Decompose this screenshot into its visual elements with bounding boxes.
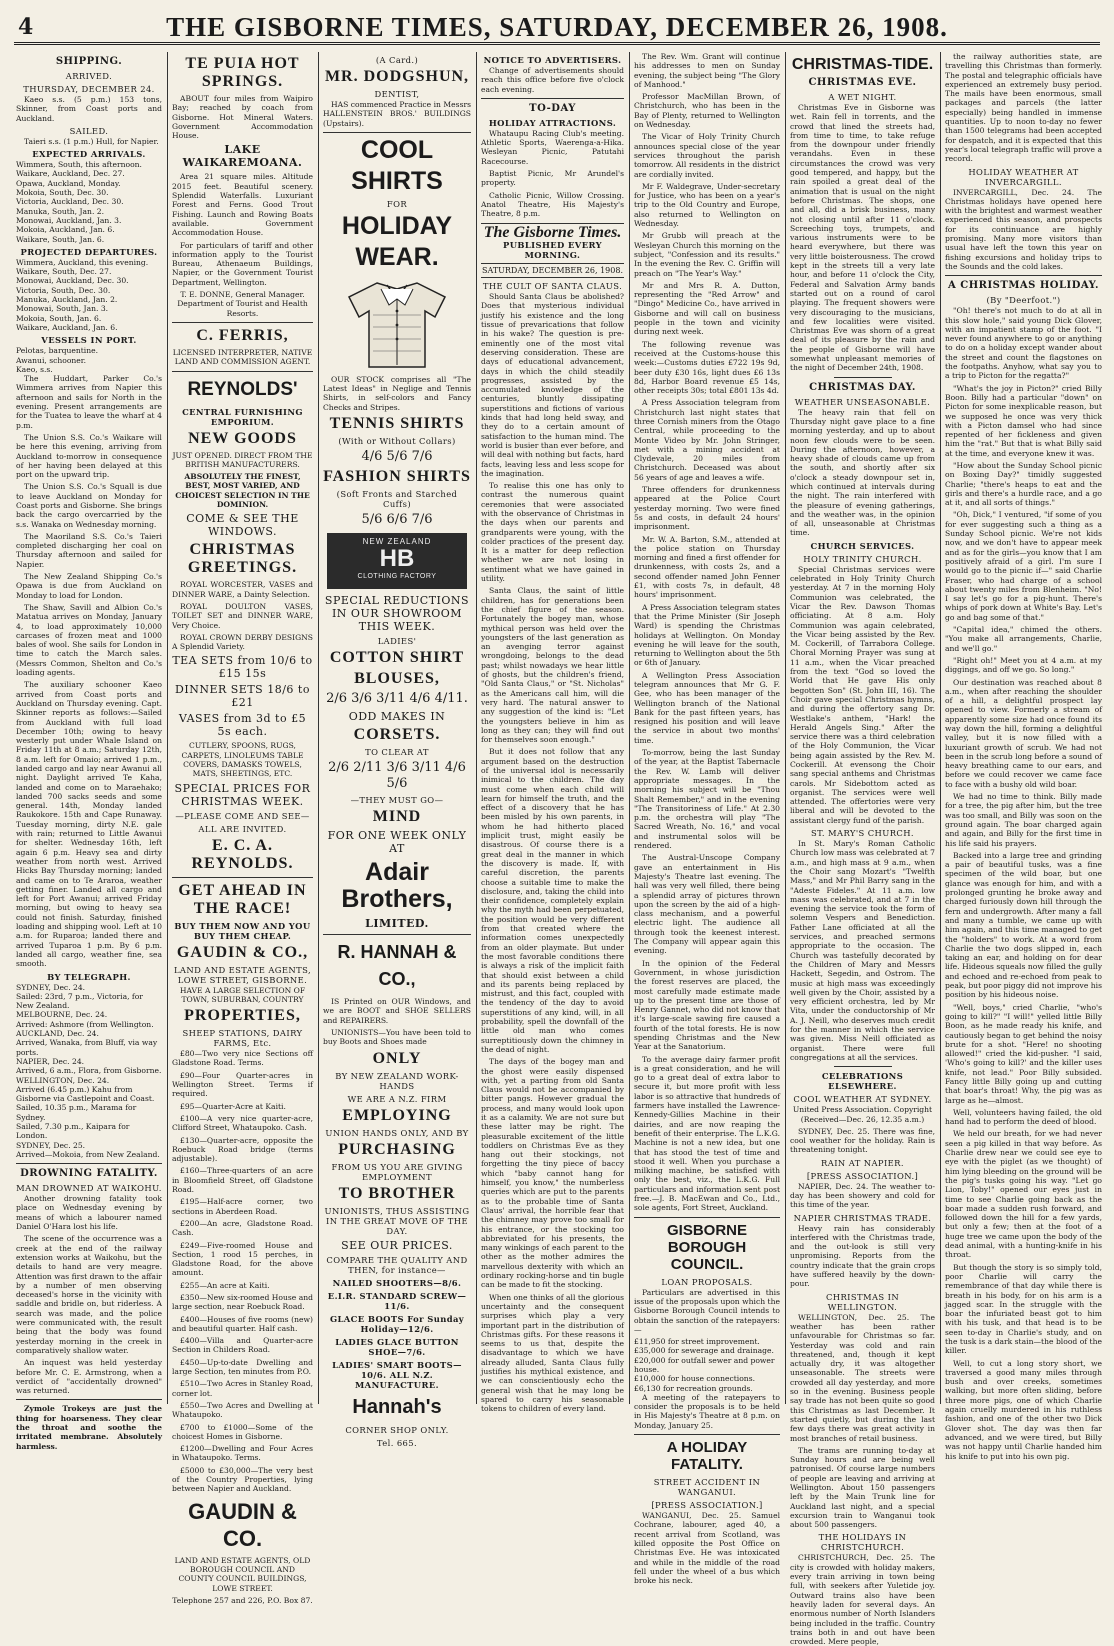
byline: (By "Deerfoot.") xyxy=(986,295,1061,306)
paragraph: The Austral-Unscope Company gave an entertainment in His Majesty's Theatre last evening. The hall was very well filled, there being a splendid array of pictures thrown upon the screen by the aid of a high-class mechanism, and a powerful electric light. The audience all through took the keenest interest. The Company will appear again this evening. xyxy=(634,853,780,956)
paragraph: When one thinks of all the glorious uncertainty and the consequent surprises which play a very important part in the distribution of Christmas gifts. For these reasons it seems to us that, despite the disadvantage to which we have already alluded, Santa Claus fully justifies his mythical existence, and we can conscientiously echo the general wish that he may long be spared to carry his seasonable tokens to children of every land. xyxy=(481,1292,624,1414)
masthead xyxy=(14,10,1100,45)
column-rule xyxy=(785,52,786,1404)
advert-line: SPECIAL PRICES FOR CHRISTMAS WEEK. xyxy=(174,781,311,808)
divider xyxy=(834,1066,892,1067)
listing: £510—Two Acres in Stanley Road, corner lot. xyxy=(172,1379,313,1398)
advert-line: ODD MAKES IN xyxy=(348,710,446,724)
column-christmas xyxy=(790,52,935,1646)
advert-heading: PROPERTIES, xyxy=(184,1007,301,1025)
paragraph: The Maoriland S.S. Co.'s Taieri completed discharging her coal on Thursday afternoon and sailed for Napier. xyxy=(16,531,162,569)
paragraph: But it does not follow that any argument based on the destruction of the universal idol is necessarily inimical to the children. The day must come when each child will learn for himself the truth, and the effect of a discovery that he has been misled by his own parents, in whom he had hitherto placed implicit trust, might easily be disastrous. Of course there is a great deal in the manner in which the discovery is made. If, with careful discretion, the parents choose a suitable time to make the disclosure, and, taking the child into their confidence, completely explain why the myth had been perpetuated, the position would be very different from that created where the information comes unexpectedly from an older playmate. But under the most favorable conditions there is always a risk of the implicit faith that should exist between a child and its parents being replaced by mistrust, and this fact, coupled with the tendency of the day to avoid superstitions of any kind, will, in all probability, spell the downfall of the little old man who comes surreptitiously down the chimney in the dead of night. xyxy=(481,747,624,1054)
paragraph: Heavy rain has considerably interfered with the Christmas trade, and the out-look is still very unpromising. Reports from the country indicate that the grain crops have suffered heavily by the down-pour. xyxy=(790,1223,935,1289)
price-line: VASES from 3d to £5 5s each. xyxy=(178,712,307,739)
list-item: Waikare, Auckland, Dec. 27. xyxy=(16,169,125,179)
listing: £450—Up-to-date Dwelling and large Section, ten minutes from P.O. xyxy=(172,1357,313,1377)
article-title: CHRISTMAS-TIDE. xyxy=(791,56,934,73)
list-item: Monowai, Auckland, Dec. 30. xyxy=(16,276,129,286)
divider xyxy=(172,322,313,323)
list xyxy=(16,346,162,374)
paragraph: UNIONISTS—You have been told to buy Boots and Shoes made xyxy=(323,1027,471,1047)
list-item: Wimmera, South, this afternoon. xyxy=(16,160,142,170)
paragraph: CUTLERY, SPOONS, RUGS, CARPETS, LINOLEUMS TABLE COVERS, DAMASKS TOWELS, MATS, SHEETINGS, ETC. xyxy=(181,741,304,779)
advert-heading: TENNIS SHIRTS xyxy=(329,415,465,433)
paragraph: In the opinion of the Federal Government, in whose jurisdiction the forest reserves are placed, the most carefully made estimate made up to the present time are those of Henry Gannet, who did not know that it's large-scale sawing fire caused a fourth of the total forests. He is now spending Christmas and the New Year at the Sanatorium. xyxy=(634,958,780,1052)
column-rule xyxy=(940,52,941,1404)
listing: £255—An acre at Kaiti. xyxy=(180,1280,270,1290)
paragraph: Catholic Picnic, Willow Crossing. Anatol Theatre, His Majesty's Theatre, 8 p.m. xyxy=(481,190,624,219)
advert-subheading: (Soft Fronts and Starched Cuffs) xyxy=(336,489,458,510)
list-item: Arrived, 6 a.m., Flora, from Gisborne. xyxy=(16,1066,162,1076)
section-heading: NOTICE TO ADVERTISERS. xyxy=(483,55,622,65)
subheading: HOLIDAY WEATHER AT INVERCARGILL. xyxy=(968,166,1079,187)
article-subtitle: STREET ACCIDENT IN WANGANUI. xyxy=(653,1477,761,1498)
divider xyxy=(945,275,1102,276)
list-item: Manuka, Auckland, Jan. 2. xyxy=(16,295,118,305)
paragraph: The auxiliary schooner Kaeo arrived from Coast ports and Auckland on Thursday evening. Capt. Skinner reports as follows:—Sailed from Auckland with full load December 10th; owing to heavy westerly put under Whale Island on Friday 11th at 8 a.m.; Saturday 12th, 8 a.m. left for Omaio; arrived 1 p.m., landed cargo and lay near Awanui all night. Daylight arrived Te Kaha, landed and come on to Maraehako; landed 700 sacks seeds and some general. 14th, Monday landed Raukokore. 15th and Cape Runaway. Tuesday morning, dirty N.E. gale with rain; returned to Little Awanui for shelter. Wednesday 16th, left again 6 p.m. Heavy sea and dirty weather from north west. Arrived Hicks Bay Thursday morning; landed and came on to Te Araroa, weather getting finer. Landed all cargo and left for Port Awanui; arrived Friday morning, but owing to heavy sea could not finish. Saturday, finished loading and shipping wool. Left at 10 a.m. for Ruparoa; landed there and arrived Tuparoa 1 p.m. By 6 p.m. landed all cargo, weather fine, sea smooth. xyxy=(16,680,162,969)
advert-text: Zymole Trokeys are just the thing for hoarseness. They clear the throat and soothe the irritated membrane. Absolutely harmless. xyxy=(16,1404,162,1451)
dateline: THURSDAY, DECEMBER 24. xyxy=(23,84,155,94)
advert-line: UNIONISTS, THUS ASSISTING IN THE GREAT MOVE OF THE DAY. xyxy=(324,1205,470,1236)
column-rule xyxy=(318,52,319,1404)
paragraph: The Union S.S. Co.'s Squall is due to leave Auckland on Monday for Coast ports and Gisborne. She brings back the cargo overcarried by the s.s. Wanaka on Wednesday morning. xyxy=(16,482,162,529)
paragraph: The Vicar of Holy Trinity Church announces special close of the year services throughout the parish tomorrow. All residents in the district are cordially invited. xyxy=(634,132,780,179)
advert-line: LIMITED. xyxy=(365,917,429,931)
paragraph: For particulars of tariff and other information apply to the Tourist Bureau, Athenaeum Buildings, Napier, or the Government Tourist Department, Wellington. xyxy=(172,240,313,287)
subheading: CHRISTMAS IN WELLINGTON. xyxy=(825,1291,900,1312)
advert-heading: E. C. A. REYNOLDS. xyxy=(191,836,294,872)
divider xyxy=(634,1217,780,1218)
listing: £550—Two Acres and Dwelling at Whataupoko. xyxy=(172,1400,313,1420)
paragraph: Well, volunteers having failed, the old hand had to perform the deed of blood. xyxy=(945,1107,1102,1127)
paragraph: Santa Claus, the saint of little children, has for generations been the chief figure of the season. Fortunately the bogey man, whose mythical person was held over the youngsters of the last generation as an avenging terror against wrongdoing, belongs to the dead past; whilst nowadays we hear little of ghosts, but the children's friend, "Old Santa Claus," or "St. Nicholas" as the Americans call him, will die very hard. The natural answer to any suggestion of the kind is: "Let the youngsters believe in him as long as they can; they will find out for themselves soon enough." xyxy=(481,586,624,745)
advert-heading: TO BROTHER xyxy=(338,1184,456,1202)
subheading: EXPECTED ARRIVALS. xyxy=(32,149,146,160)
list-item: Monowai, Auckland, Jan. 3. xyxy=(16,215,122,225)
paragraph: Mr and Mrs R. A. Dutton, representing the "Red Arrow" and "Dingo" Medicine Co., have arrived in Gisborne and will call on business people in the town and vicinity during next week. xyxy=(634,280,780,337)
paragraph: "Capital idea," chimed the others. "You make all arrangements, Charlie, and we'll go." xyxy=(945,625,1102,653)
price-line: LADIES' SMART BOOTS—10/6. ALL N.Z. MANUFACTURE. xyxy=(332,1359,462,1390)
advert-heading: Hannah's xyxy=(352,1395,442,1418)
paragraph: Mr Grubb will preach at the Wesleyan Church this morning on the subject, "Confession and its results." In the evening the Rev. C. Griffin will preach on "The Year's Way." xyxy=(634,231,780,278)
list-item: £11,950 for street improvement. xyxy=(634,1337,760,1347)
advert-heading: C. FERRIS, xyxy=(196,326,289,344)
clothing-factory-logo xyxy=(327,533,467,589)
advert-subheading: (With or Without Collars) xyxy=(338,436,456,447)
advert-subheading: LAND AND ESTATE AGENTS, LOWE STREET, GISBORNE. xyxy=(173,964,312,985)
paragraph: "Oh, Dick," I ventured, "if some of you for ever suggesting such a thing as a Sunday School picnic. We're not kids now, and we don't have to appear meek and as for the girls—you know that I am positively afraid of a girl. I'm sure I would go to the picnic if—" said Charlie Fraser, who had charge of a school about twenty miles from Blenheim. "No! I say let's go for a pig-hunt. There's whips of pork down at White's Bay. Let's go and bag some of that." xyxy=(945,510,1102,622)
list-item: WELLINGTON, Dec. 24. xyxy=(16,1075,110,1085)
subheading: THE HOLIDAYS IN CHRISTCHURCH. xyxy=(818,1532,907,1553)
advert-line: FOR xyxy=(386,198,408,209)
advert-line: Tel. 665. xyxy=(376,1437,418,1448)
list-item: Wimmera, Auckland, this evening. xyxy=(16,257,149,267)
list-item: SYDNEY, Dec. 25. xyxy=(16,1140,86,1150)
paragraph: Kaeo s.s. (5 p.m.) 153 tons, Skinner, from Coast ports and Auckland. xyxy=(16,95,162,123)
list-item: Arrived, Wanaka, from Bluff, via way ports. xyxy=(16,1038,158,1057)
advert-heading: Adair Brothers, xyxy=(341,858,453,914)
paragraph: the railway authorities state, are travelling this Christmas than formerly. The postal and telegraphic officials have experienced an extremely busy period. The mails have been enormous, small packages and parcels (the latter especially) being handled in immense quantities. Up to noon to-day no fewer than 1500 telegrams had been accepted for despatch, and it is expected that this year's local telegraph traffic will prove a record. xyxy=(945,52,1102,164)
list-item: Arrived (6.45 p.m.) Kahu from Gisborne via Castlepoint and Coast. xyxy=(16,1084,155,1104)
paragraph: The Huddart, Parker Co.'s Wimmera arrives from Napier this afternoon and sails for North in the evening. Present arrangements are for the Tuatea to leave the wharf at 4 p.m. xyxy=(16,374,162,430)
advert-subheading: SHEEP STATIONS, DAIRY FARMS, Etc. xyxy=(182,1028,303,1049)
subheading: PUBLISHED EVERY MORNING. xyxy=(503,239,602,260)
advert-heading: GAUDIN & CO., xyxy=(176,943,309,961)
advert-line: BY NEW ZEALAND WORK-HANDS xyxy=(335,1070,459,1091)
paragraph: To the average dairy farmer profit is a great consideration, and he will go to a great deal of extra labor to secure it, but more profit with less labor is so attractive that hundreds of farmers have installed the Lawrence-Kennedy-Gillies Machine in their dairies, and are now reaping the benefit of their enterprise. The L.K.G. Machine is not a new idea, but one that has stood the test of time and stood it well. When you purchase a milking machine, be satisfied with only the best, viz., the L.K.G. Full particulars and information sent post free.—J. B. MacEwan and Co., Ltd., sole agents, Fort Street, Auckland. xyxy=(634,1054,780,1213)
list-item: Sailed: 23rd, 7 p.m., Victoria, for New Zealand. xyxy=(16,991,143,1011)
paragraph: ROYAL DOULTON VASES, TOILET SET and DINNER WARE, Very Choice. xyxy=(172,601,313,630)
paragraph: Telephone 257 and 226, P.O. Box 87. xyxy=(172,1595,313,1605)
list-item: Arrived: Ashmore (from Wellington. xyxy=(16,1019,154,1029)
advert-heading: WEAR. xyxy=(355,242,439,271)
advert-heading: LAKE WAIKAREMOANA. xyxy=(182,143,303,170)
paragraph: "Right oh!" Meet you at 4 a.m. at my diggings, and off we go. So long." xyxy=(945,655,1102,675)
listing: £130—Quarter-acre, opposite the Roebuck Road bridge (terms adjustable). xyxy=(172,1135,313,1164)
paragraph: The trams are running to-day at Sunday hours and are being well patronised. Of course large numbers of people are leaving and arriving at Wellington. About 150 passengers left by the Main Trunk line for Auckland last night, and a special excursion train to Wanganui took about 500 passengers. xyxy=(790,1445,935,1530)
newspaper-title: THE GISBORNE TIMES, SATURDAY, DECEMBER 26, 1908. xyxy=(166,12,948,42)
list-item: NAPIER, Dec. 24. xyxy=(16,1056,85,1066)
listing: £1200—Dwelling and Four Acres in Whataupoko. Terms. xyxy=(172,1444,313,1463)
paragraph: An inquest was held yesterday before Mr. C. E. Armstrong, when a verdict of "accidentally drowned" was returned. xyxy=(16,1358,162,1396)
list-item: Opawa, Auckland, Monday. xyxy=(16,178,121,188)
listing: £249—Five-roomed House and Section, 1 rood 15 perches, in Gladstone Road, for the above amount. xyxy=(172,1240,313,1278)
section-heading: TO-DAY xyxy=(529,102,576,114)
paragraph: "How about the Sunday School picnic on Boxing Day?" timidly suggested Charlie; "there's heaps to eat and the girls and there's a hurdle race, and a go at it, and all sorts of things." xyxy=(945,460,1102,508)
press-credit: [PRESS ASSOCIATION.] xyxy=(806,1170,919,1181)
paragraph: In St. Mary's Roman Catholic Church low mass was celebrated at 7 a.m., and high mass at 9 a.m., when the Choir sang Mozart's "Twelfth Mass," and Mr Phil Barry sang in the "Adeste Fideles." At 11 a.m. low mass was celebrated, and at 7 in the evening the service took the form of solemn Vespers and Benediction. Father Lane officiated at all the services, and preached sermons appropriate to the occasion. The Church was tastefully decorated by the Children of Mary and Messrs Hackett, Segedin, and Ostrom. The music at high mass was exceedingly well given by the Choir, assisted by a very efficient orchestra, led by Mr Vita, under the conductorship of Mr A. J. Neill, who deserves much credit for the manner in which the service was given. Miss Neill officiated as organist. There were full congregations at all the services. xyxy=(790,839,935,1062)
divider xyxy=(481,98,624,99)
paragraph: Should Santa Claus be abolished? Does that mysterious individual justify his existence and the long tissue of prevarications that follow in his wake? The question is pre-eminently one of the most vital deserving consideration. These are days of educational advancement, days in which the child steadily progresses, assisted by the accumulated knowledge of the centuries, bluntly dissipating superstitions and fictions of various kinds that had long held sway, and they do to a certain amount of satisfaction to the human mind. The world is busier than ever before, and will deal with nothing but facts, hard facts, leaving less and less scope for the imagination. xyxy=(481,292,624,478)
advert-heading: COTTON SHIRT xyxy=(329,649,465,667)
advert-line: COME & SEE THE WINDOWS. xyxy=(186,512,299,539)
listing: £95—Quarter-Acre at Kaiti. xyxy=(180,1101,286,1111)
paragraph: Change of advertisements should reach this office before five o'clock each evening. xyxy=(481,66,624,94)
advert-line: CORNER SHOP ONLY. xyxy=(345,1424,449,1435)
paragraph: Taieri s.s. (1 p.m.) Hull, for Napier. xyxy=(24,136,159,146)
paragraph: "What's the joy in Picton?" cried Billy Boon. Billy had a particular "down" on Picton for some inexplicable reason, but we supposed he once was very thick with a Picton damsel who had since repented of her fickleness and given him the "rat." But that is what Billy said at the time, and everyone knew it was. xyxy=(945,383,1102,458)
advert-heading: SHIRTS xyxy=(351,166,443,195)
list-item: £35,000 for sewerage and drainage. xyxy=(634,1346,774,1356)
advert-heading: BLOUSES, xyxy=(354,670,440,688)
list-item: Arrived—Mokoia, from New Zealand. xyxy=(16,1149,160,1159)
paragraph: To-morrow, being the last Sunday of the year, at the Baptist Tabernacle the Rev. W. Lamb will deliver appropriate messages. In the morning his subject will be "Thou Shalt Remember," and in the evening "The Transitoriness of Life." At 2.30 p.m. the orchestra will play "The Sacred Wreath, No. 16," and vocal and instrumental solos will be rendered. xyxy=(634,748,780,851)
advert-heading: CORSETS. xyxy=(353,726,441,744)
paragraph: IS Printed on OUR Windows, and we are BOOT and SHOE SELLERS and REPAIRERS. xyxy=(323,997,471,1025)
paragraph: The Rev. Wm. Grant will continue his addresses to men on Sunday evening, the subject being "The Glory of Manhood." xyxy=(634,52,780,89)
advert-heading: NEW GOODS xyxy=(188,429,297,447)
list-item: Waikare, South, Jan. 6. xyxy=(16,234,105,244)
paragraph: ABOUT four miles from Waipiro Bay; reached by coach from Gisborne. Hot Mineral Waters. Government Accommodation House. xyxy=(172,94,313,141)
paragraph: Particulars are advertised in this issue of the proposals upon which the Gisborne Borough Council intends to obtain the sanction of the ratepayers:— xyxy=(634,1287,780,1334)
paragraph: Professor MacMillan Brown, of Christchurch, who has been in the Bay of Plenty, returned to Wellington on Wednesday. xyxy=(634,92,780,130)
advert-line: FROM US YOU ARE GIVING EMPLOYMENT xyxy=(331,1161,463,1182)
listing: £350—New six-roomed House and large section, near Roebuck Road. xyxy=(172,1293,313,1312)
advert-line: COMPARE THE QUALITY AND THEN, for instance— xyxy=(326,1254,468,1275)
column-rule xyxy=(167,52,168,1404)
article-subtitle: LOAN PROPOSALS. xyxy=(661,1276,753,1287)
paragraph: LICENSED INTERPRETER, NATIVE LAND AND COMMISSION AGENT. xyxy=(172,347,313,367)
article-subtitle: MAN DROWNED AT WAIKOHU. xyxy=(16,1183,162,1194)
section-heading: SHIPPING. xyxy=(55,56,123,67)
price-line: 2/6 3/6 3/11 4/6 4/11. xyxy=(326,691,468,707)
article-title: GISBORNE BOROUGH COUNCIL. xyxy=(666,1221,747,1273)
advert-heading: ONLY xyxy=(372,1049,422,1067)
subheading: ARRIVED. xyxy=(65,71,113,81)
list-item: £20,000 for outfall sewer and power house. xyxy=(634,1355,775,1374)
advert-heading: REYNOLDS' xyxy=(187,378,298,400)
price-line: TEA SETS from 10/6 to £15 15s xyxy=(172,654,313,681)
paragraph: "Well, boys," cried Charlie, "who's going to kill?" "I will!" yelled little Billy Boon, as he made ready his knife, and cautiously began to get behind the noisy brute for a shot. "Here! no shooting allowed!" cried the kid-pusher. "I said, 'Who's going to kill?' and the killer uses knife, not lead." Poor Billy subsided. Fancy little Billy going up and cutting that boar's throat! Why, the pig was as large as he—almost. xyxy=(945,1002,1102,1105)
paragraph: JUST OPENED. DIRECT FROM THE BRITISH MANUFACTURERS. xyxy=(172,450,313,469)
price-line: GLACE BOOTS For Sunday Holiday—12/6. xyxy=(329,1313,465,1334)
paragraph: Another drowning fatality took place on Wednesday evening by means of which a labourer named Daniel O'Hara lost his life. xyxy=(16,1194,162,1232)
advert-line: SPECIAL REDUCTIONS IN OUR SHOWROOM THIS WEEK. xyxy=(324,594,470,634)
list xyxy=(16,160,162,244)
logo-text: HB xyxy=(379,545,415,573)
advert-heading: PURCHASING xyxy=(338,1140,456,1158)
listing: £90—Four Quarter-acres in Wellington Street. Terms if required. xyxy=(172,1070,313,1099)
list-item: Monowai, South, Jan. 3. xyxy=(16,304,109,314)
subheading: PROJECTED DEPARTURES. xyxy=(20,246,158,257)
paragraph: The days of the bogey man and the ghost were easily dispensed with, yet a parting from old Santa Claus would not be accompanied by bitter pangs. However gradual the process, and many would look upon it as a calamity. We are not sure but these latter may be right. The pleasurable excitement of the little toddlers on Christmas Eve as they hang out their stockings, not forgetting the tiny piece of baccy which "baby cannot hang for himself, you know," the numberless queries which are put to the parents as to the probable time of Santa Claus' arrival, the horrible fear that the chimney may prove too small for his entrance, or the stocking too abbreviated for his presents, the many winkings of each parent to the other as the mother admires the marvellous dexterity with which an ordinary rocking-horse and tin bugle can be made to fit the stocking. xyxy=(481,1057,624,1290)
press-credit: United Press Association. Copyright (Received—Dec. 26, 12.35 a.m.) xyxy=(792,1105,933,1124)
column-adverts-property xyxy=(172,52,313,1605)
list-item: Waikare, South, Dec. 27. xyxy=(16,267,112,277)
listing: £80—Two very nice Sections off Gladstone Road. Terms. xyxy=(172,1049,313,1068)
dateline: SATURDAY, DECEMBER 26, 1908. xyxy=(481,263,624,278)
listing: £5000 to £30,000—The very best of the Country Properties, lying between Napier and Auckland. xyxy=(172,1465,313,1494)
divider xyxy=(834,377,892,378)
paragraph: ROYAL WORCESTER, VASES and DINNER WARE, a Dainty Selection. xyxy=(172,580,313,599)
list-item: Mokoia, South, Dec. 30. xyxy=(16,188,109,198)
paragraph: A meeting of the ratepayers to consider the proposals is to be held in His Majesty's Theatre at 8 p.m. on Monday, January 25. xyxy=(634,1392,780,1430)
advert-line: LADIES' xyxy=(377,636,417,647)
paragraph: WELLINGTON, Dec. 25. The weather has been rather unfavourable for Christmas so far. Yesterday was cold and rain threatened, and, though it kept actually dry, it was altogether unseasonable. The streets were crowded all day yesterday, and more so in the evening. Business people say trade has not been quite so good this Christmas as last December. It started quietly, but during the last few days there was great activity in most branches of retail business. xyxy=(790,1312,935,1443)
paragraph: WANGANUI, Dec. 25. Samuel Cochrane, labourer, aged 40, a recent arrival from Scotland, was killed opposite the Post Office on Christmas Eve. He was intoxicated and while in the middle of the road fell under the wheel of a bus which broke his neck. xyxy=(634,1511,780,1586)
subheading: VESSELS IN PORT. xyxy=(41,335,137,346)
paragraph: Our destination was reached about 8 a.m., when after reaching the shoulder of a hill, a delightful prospect lay opened to view. Formerly a stream of apparently some size had once found its way down the hill, forming a delightful valley, but it is now filled with a luxuriant growth of scrub. We had not been in the scrub long before a sound of heavy breathing came to our ears, and before we could recover we came face to face with a bushy old wild boar. xyxy=(945,677,1102,789)
advert-line: FOR ONE WEEK ONLY AT xyxy=(327,829,467,856)
list xyxy=(16,983,162,1160)
paragraph: OUR STOCK comprises all "The Latest Ideas" in Neglige and Tennis Shirts, in self-colors and Fancy Checks and Stripes. xyxy=(323,374,471,412)
subheading: RAIN AT NAPIER. xyxy=(821,1157,904,1168)
listing: £200—An acre, Gladstone Road. Cash. xyxy=(172,1218,313,1238)
advert-heading: MR. DODGSHUN, xyxy=(324,68,470,85)
subheading: ST. MARY'S CHURCH. xyxy=(811,828,914,839)
advert-line: UNION HANDS ONLY, AND BY xyxy=(325,1127,469,1138)
article-title: A CHRISTMAS HOLIDAY. xyxy=(948,280,1099,292)
paragraph: LAND AND ESTATE AGENTS, OLD BOROUGH COUNCIL AND COUNTY COUNCIL BUILDINGS, LOWE STREET. xyxy=(174,1555,311,1593)
logo-text: NEW ZEALAND xyxy=(362,537,432,547)
listing: £100—A very nice quarter-acre, Clifford Street, Whataupoko. Cash. xyxy=(172,1113,313,1133)
paragraph: Well, to cut a long story short, we traversed a good many miles through bush and over creeks, sometimes walking, but more often sliding, before three more pigs, one of which Charlie again cruelly murdered in his ruthless fashion, and one of the other two Dick Glover shot. The day was then far advanced, and we were tired, but Billy was not happy until Charlie handed him his knife to put into his own pig. xyxy=(945,1358,1102,1461)
list-item: Victoria, South, Dec. 30. xyxy=(16,285,111,295)
listing: £160—Three-quarters of an acre in Bloomfield Street, off Gladstone Road. xyxy=(172,1166,313,1195)
newspaper-nameplate: The Gisborne Times. xyxy=(483,223,622,241)
paragraph: The following revenue was received at the Customs-house this week:—Customs duties £722 19s 9d, beer duty £30 16s, light dues £6 13s 8d, Harbor Board revenue £5 14s, other receipts 30s; total £801 13s 4d. xyxy=(634,339,780,396)
subheading: HOLIDAY ATTRACTIONS. xyxy=(488,117,617,128)
advert-heading: TE PUIA HOT SPRINGS. xyxy=(185,55,300,90)
price-line: E.I.R. STANDARD SCREW—11/6. xyxy=(327,1290,467,1311)
price-line: 2/6 2/11 3/6 3/11 4/6 5/6 xyxy=(328,760,466,792)
paragraph: Mr. W. A. Barton, S.M., attended at the police station on Thursday morning and fined a first offender for drunkenness, with costs 2s, and a second offender named John Fenner £1, with costs 7s, in default, 48 hours' imprisonment. xyxy=(634,534,780,600)
list-item: Victoria, Auckland, Dec. 30. xyxy=(16,197,124,207)
price-line: 5/6 6/6 7/6 xyxy=(361,512,433,528)
advert-subheading: BUY THEM NOW AND YOU BUY THEM CHEAP. xyxy=(174,920,311,941)
paragraph: ROYAL CROWN DERBY DESIGNS A Splendid Variety. xyxy=(172,632,313,652)
paragraph: ABSOLUTELY THE FINEST, BEST, MOST VARIED, AND CHOICEST SELECTION IN THE DOMINION. xyxy=(175,472,310,510)
signature: T. E. DONNE, General Manager. Department of Tourist and Health Resorts. xyxy=(177,290,308,318)
paragraph: A Press Association telegram states that the Prime Minister (Sir Joseph Ward) is spending the Christmas holidays at Wellington. On Monday evening he will leave for the south, returning to Wellington about the 5th or 6th of January. xyxy=(634,602,780,668)
list-item: AUCKLAND, Dec. 24. xyxy=(16,1029,99,1039)
paragraph: The scene of the occurrence was a creek at the end of the railway extension works at Waikohu, but the details to hand are very meagre. Attention was first drawn to the affair by a number of men observing deceased's horse in the vicinity with saddle and bridle on, but riderless. A search was made, and the police were communicated with, the result being that the body was found yesterday morning in the creek in comparatively shallow water. xyxy=(16,1234,162,1355)
column-adverts-clothing xyxy=(323,52,471,1448)
paragraph: HAS commenced Practice in Messrs HALLENSTEIN BROS.' BUILDINGS (Upstairs). xyxy=(323,100,471,128)
press-credit: [PRESS ASSOCIATION.] xyxy=(651,1500,763,1511)
list-item: Kaeo, s.s. xyxy=(16,364,53,374)
list-item: SYDNEY, Dec. 24. xyxy=(16,982,86,992)
advert-subheading: CENTRAL FURNISHING EMPORIUM. xyxy=(182,406,303,427)
list-item: Pelotas, barquentine. xyxy=(16,346,98,356)
list-item: Mokoia, South, Jan. 6. xyxy=(16,313,102,323)
subheading: WEATHER UNSEASONABLE. xyxy=(794,396,931,407)
subheading: COOL WEATHER AT SYDNEY. xyxy=(793,1094,932,1105)
list-item: Sailed, 7.30 p.m., Kaipara for London. xyxy=(16,1121,130,1141)
price-line: NAILED SHOOTERS—8/6. xyxy=(332,1277,462,1288)
divider xyxy=(172,877,313,878)
logo-text: CLOTHING FACTORY xyxy=(357,573,437,581)
list-item: Mokoia, Auckland, Jan. 6. xyxy=(16,225,115,235)
subheading: BY TELEGRAPH. xyxy=(47,971,131,982)
paragraph: Mr F. Waldegrave, Under-secretary for Justice, who has been on a year's trip to the Old Country and Europe, also returned to Wellington on Wednesday. xyxy=(634,181,780,229)
advert-line: —THEY MUST GO— xyxy=(350,795,444,806)
subheading: HOLY TRINITY CHURCH. xyxy=(803,553,922,564)
subheading: CHURCH SERVICES. xyxy=(810,540,915,551)
paragraph: A Press Association telegram from Christchurch last night states that three Cornish miners from the Otago Central, while proceeding to the Monte Video by Mr. John Stringer, met with a mining accident at Clydevale, 20 miles from Christchurch. Deceased was about 56 years of age and leaves a wife. xyxy=(634,398,780,482)
column-rule xyxy=(476,52,477,1404)
section-heading: CHRISTMAS EVE. xyxy=(808,77,917,88)
paragraph: The Shaw, Savill and Albion Co.'s Matatua arrives on Monday, January 4, to load approximately 10,000 carcases of frozen meat and 1000 bales of wool. She sails for London in time to catch the March sales. (Messrs Common, Shelton and Co.'s loading agents. xyxy=(16,602,162,678)
advert-heading: FASHION SHIRTS xyxy=(323,468,471,486)
paragraph: A Wellington Press Association telegram announces that Mr G. F. Gee, who has been manager of the Wellington branch of the National Bank for the past fifteen years, has resigned his position and will leave the service in about two months' time. xyxy=(634,670,780,745)
list-item: Sailed, 10.35 p.m., Marama for Sydney. xyxy=(16,1103,137,1122)
paragraph: The New Zealand Shipping Co.'s Opawa is due from Auckland on Monday to load for London. xyxy=(16,572,162,600)
listing: £400—Houses of five rooms (new) and beautiful quarter. Half cash. xyxy=(172,1314,313,1333)
list-item: £6,130 for recreation grounds. xyxy=(634,1383,753,1393)
listing: £400—Villa and Quarter-acre Section in Childers Road. xyxy=(172,1336,313,1355)
advert-line: (A Card.) xyxy=(375,55,419,65)
advert-line: TO CLEAR AT xyxy=(365,747,429,758)
article-title: DROWNING FATALITY. xyxy=(20,1168,158,1180)
list xyxy=(634,1337,780,1393)
paragraph: Area 21 square miles. Altitude 2015 feet. Beautiful scenery. Splendid Waterfalls. Luxuriant Forest and Ferns. Good Trout Fishing. Launch and Rowing Boats available. Government Accommodation House. xyxy=(172,172,313,238)
advert-line: WE ARE A N.Z. FIRM xyxy=(347,1093,447,1104)
paragraph: The Union S.S. Co.'s Waikare will be here this evening, arriving from Auckland to-morrow in consequence of her having been delayed at this port on the upward trip. xyxy=(16,432,162,480)
paragraph: CHRISTCHURCH, Dec. 25. The city is crowded with holiday makers, every train arriving in town being full, with seekers after Yuletide joy. Outward trains also have been heavily laden for several days. An enormous number of North Islanders being included in the traffic. Country trains both in and out have been crowded. Mere people, xyxy=(790,1553,935,1646)
paragraph: Three offenders for drunkenness appeared at the Police Court yesterday morning. Two were fined 5s and costs, in default 24 hours' imprisonment. xyxy=(634,485,780,532)
list-item: MELBOURNE, Dec. 24. xyxy=(16,1010,108,1020)
list xyxy=(16,258,162,332)
advert-line: ALL ARE INVITED. xyxy=(198,823,287,834)
advert-line: SEE OUR PRICES. xyxy=(341,1238,453,1252)
advert-heading: GET AHEAD IN THE RACE! xyxy=(178,881,307,917)
paragraph: NAPIER, Dec. 24. The weather to-day has been showery and cold for this time of the year. xyxy=(790,1181,935,1210)
advert-heading: HOLIDAY xyxy=(341,211,453,240)
advert-heading: EMPLOYING xyxy=(342,1106,452,1124)
column-local-news xyxy=(634,52,780,1586)
column-rule xyxy=(629,52,630,1404)
subheading: NAPIER CHRISTMAS TRADE. xyxy=(793,1212,932,1223)
shirt-illustration-icon xyxy=(337,275,457,371)
divider xyxy=(634,1434,780,1435)
advert-heading: COOL xyxy=(360,135,434,164)
paragraph: To realise this one has only to contrast the numerous quaint ceremonies that were associated with the observance of Christmas in the days when our parents and grandparents were young, with the colder practices of the present day. It is a matter for deep reflection whether we are not losing in sentiment what we have gained in utility. xyxy=(481,481,624,584)
price-line: DINNER SETS 18/6 to £21 xyxy=(175,683,310,710)
article-title: THE CULT OF SANTA CLAUS. xyxy=(482,281,623,292)
paragraph: INVERCARGILL, Dec. 24. The Christmas holidays have opened here with the brightest and warmest weather experienced this season, and prospects for its continuance are highly promising. Many more visitors than usual have left the town this year on fishing excursions and holiday trips to the Sounds and the cold lakes. xyxy=(945,187,1102,271)
article-title: A HOLIDAY FATALITY. xyxy=(666,1439,748,1474)
paragraph: "Oh! there's not much to do at all in this slow hole," said young Dick Glover, with an impatient stamp of the foot. "I never found anywhere to go or anything to do on a holiday except wander about the street and count the flagstones on the footpaths. Anyhow, what say you to a trip to Picton for the regatta?" xyxy=(945,306,1102,381)
list-item: Manuka, South, Jan. 2. xyxy=(16,206,105,216)
paragraph: We had no time to think. Billy made for a tree, the pig after him, but the tree was too small, and Billy was soon on the ground again. The boar charged again and again, and Billy for the first time in his life said his prayers. xyxy=(945,792,1102,848)
subheading: A WET NIGHT. xyxy=(828,92,897,102)
paragraph: The heavy rain that fell on Thursday night gave place to a fine morning yesterday, and up to about noon few clouds were to be seen. During the afternoon, however, a heavy shade of clouds came up from the south, and shortly after six o'clock a steady downpour set in, which continued at intervals during the night. The rain interfered with the pleasure of evening gatherings, and the weather was, in the opinion of all, unseasonable at Christmas time. xyxy=(790,407,935,538)
paragraph: Whataupu Racing Club's meeting. Athletic Sports, Waerenga-a-Hika. Wesleyan Picnic, Patutahi Racecourse. xyxy=(481,128,624,166)
listing: £700 to £1000—Some of the choicest Homes in Gisborne. xyxy=(172,1422,313,1441)
divider xyxy=(16,1163,162,1164)
subheading: CELEBRATIONS ELSEWHERE. xyxy=(821,1071,904,1092)
list-item: Awanui, schooner. xyxy=(16,355,86,365)
divider xyxy=(323,934,471,935)
paragraph: Backed into a large tree and grinding a pair of beautiful tusks, was a fine specimen of the wild boar, but one glance was enough for him, and with a prolonged grunting he broke away and charged furiously down hill through the fern and undergrowth. After many a fall and many a tumble, we came up with him again, and this time managed to get the "holders" to work. At a word from Charlie the two dogs slipped in, each taking an ear, and holding on for dear life. Hideous squeals now filled the gully and echoed and re-echoed from peak to peak, but poor piggy did not improve his position by his hideous noise. xyxy=(945,850,1102,1000)
list-item: £10,000 for house connections. xyxy=(634,1374,756,1384)
advert-heading: CHRISTMAS GREETINGS. xyxy=(187,541,298,577)
price-line: LADIES GLACE BUTTON SHOE—7/6. xyxy=(335,1336,459,1357)
advert-heading: MIND xyxy=(372,808,422,826)
advert-heading: GAUDIN & CO. xyxy=(188,1498,297,1551)
advert-subheading: DENTIST, xyxy=(374,89,420,99)
divider xyxy=(16,1399,162,1400)
advert-heading: R. HANNAH & CO., xyxy=(337,942,457,990)
page-number: 4 xyxy=(18,14,34,40)
advert-line: —PLEASE COME AND SEE— xyxy=(175,810,310,821)
paragraph: Baptist Picnic, Mr Arundel's property. xyxy=(481,169,624,188)
section-heading: CHRISTMAS DAY. xyxy=(809,381,916,393)
paragraph: We held our breath, for we had never seen a pig killed in that way before. As Charlie drew near we could see eye to eye with the piglet (as we thought) of him lying bleeding on the ground will be the pig's tusks going his way. "Let go Lion, Toby!" opened our eyes just in time to see Charlie going back as the boar made a sudden rush forward, and followed down the hill for a few yards, but only a few; then at the foot of a huge tree we came upon the body of the dead animal, with a hunting-knife in his throat. xyxy=(945,1129,1102,1260)
column-shipping xyxy=(16,52,162,1451)
paragraph: SYDNEY, Dec. 25. There was fine, cool weather for the holiday. Rain is threatening tonight. xyxy=(790,1126,935,1155)
column-holiday-story xyxy=(945,52,1102,1461)
paragraph: Special Christmas services were celebrated in Holy Trinity Church yesterday. At 7 in the morning Holy Communion was celebrated, the Vicar the Rev. Dawson Thomas officiating. At 8 a.m. Holy Communion was again celebrated, the Vicar being assisted by the Rev. M. Cockerill, of Tarrabora College. Choral Morning Prayer was sung at 11 a.m., when the Vicar preached from the text "God so loved the World that He gave His only begotten Son" (St. John III, 16). The Choir gave special Christmas hymns, and during the offertory sang Dr. Westlake's anthem, "Hark! the Herald Angels Sing." After the service there was a third celebration of the Holy Communion, the Vicar being again assisted by the Rev. M. Cockerill. At evensong the Choir sang special anthems and Christmas carols. Mr Sidebottom acted as organist. The services were well attended. The offertories were very liberal and will be devoted to the assistant clergy fund of the parish. xyxy=(790,564,935,825)
list-item: Waikare, Auckland, Jan. 6. xyxy=(16,322,118,332)
paragraph: Christmas Eve in Gisborne was wet. Rain fell in torrents, and the crowd that lined the streets had, from time to time, to take refuge from the downpour under friendly verandahs. Even in these circumstances the crowd was very good tempered, and happy, but the rain spoiled a great deal of the animation that is usual on the night before Christmas. The shops, one and all, did a brisk business, many not closing until after 11 o'clock. Screeching toys, trumpets, and various instruments were to be heard everywhere, but there was very little boisterousness. The crowd kept in the streets till a very late hour, and before 11 o'clock the City, Federal and Salvation Army bands started out on a round of carol playing. The frequent showers were very discouraging to the musicians, and few localities were visited. Christmas Eve was shorn of a great deal of its pleasure by the rain and the people of Gisborne will have somewhat unpleasant memories of the night of December 24th, 1908. xyxy=(790,103,935,373)
divider xyxy=(323,132,471,133)
paragraph: But though the story is so simply told, poor Charlie will carry the remembrance of that day while there is breath in his body, for on his arm is a jagged scar. In the struggle with the boar the infuriated beast got to him with his tusk, and that head is to be seen to-day in Charlie's study, and on the tusk is a dark stain—the blood of the killer. xyxy=(945,1262,1102,1356)
price-line: 4/6 5/6 7/6 xyxy=(361,449,433,465)
listing: £195—Half-acre corner, two sections in Aberdeen Road. xyxy=(172,1197,313,1216)
divider xyxy=(172,371,313,372)
paragraph: HAVE A LARGE SELECTION OF TOWN, SUBURBAN, COUNTRY xyxy=(179,985,306,1004)
column-editorial xyxy=(481,52,624,1414)
subheading: SAILED. xyxy=(69,125,109,136)
